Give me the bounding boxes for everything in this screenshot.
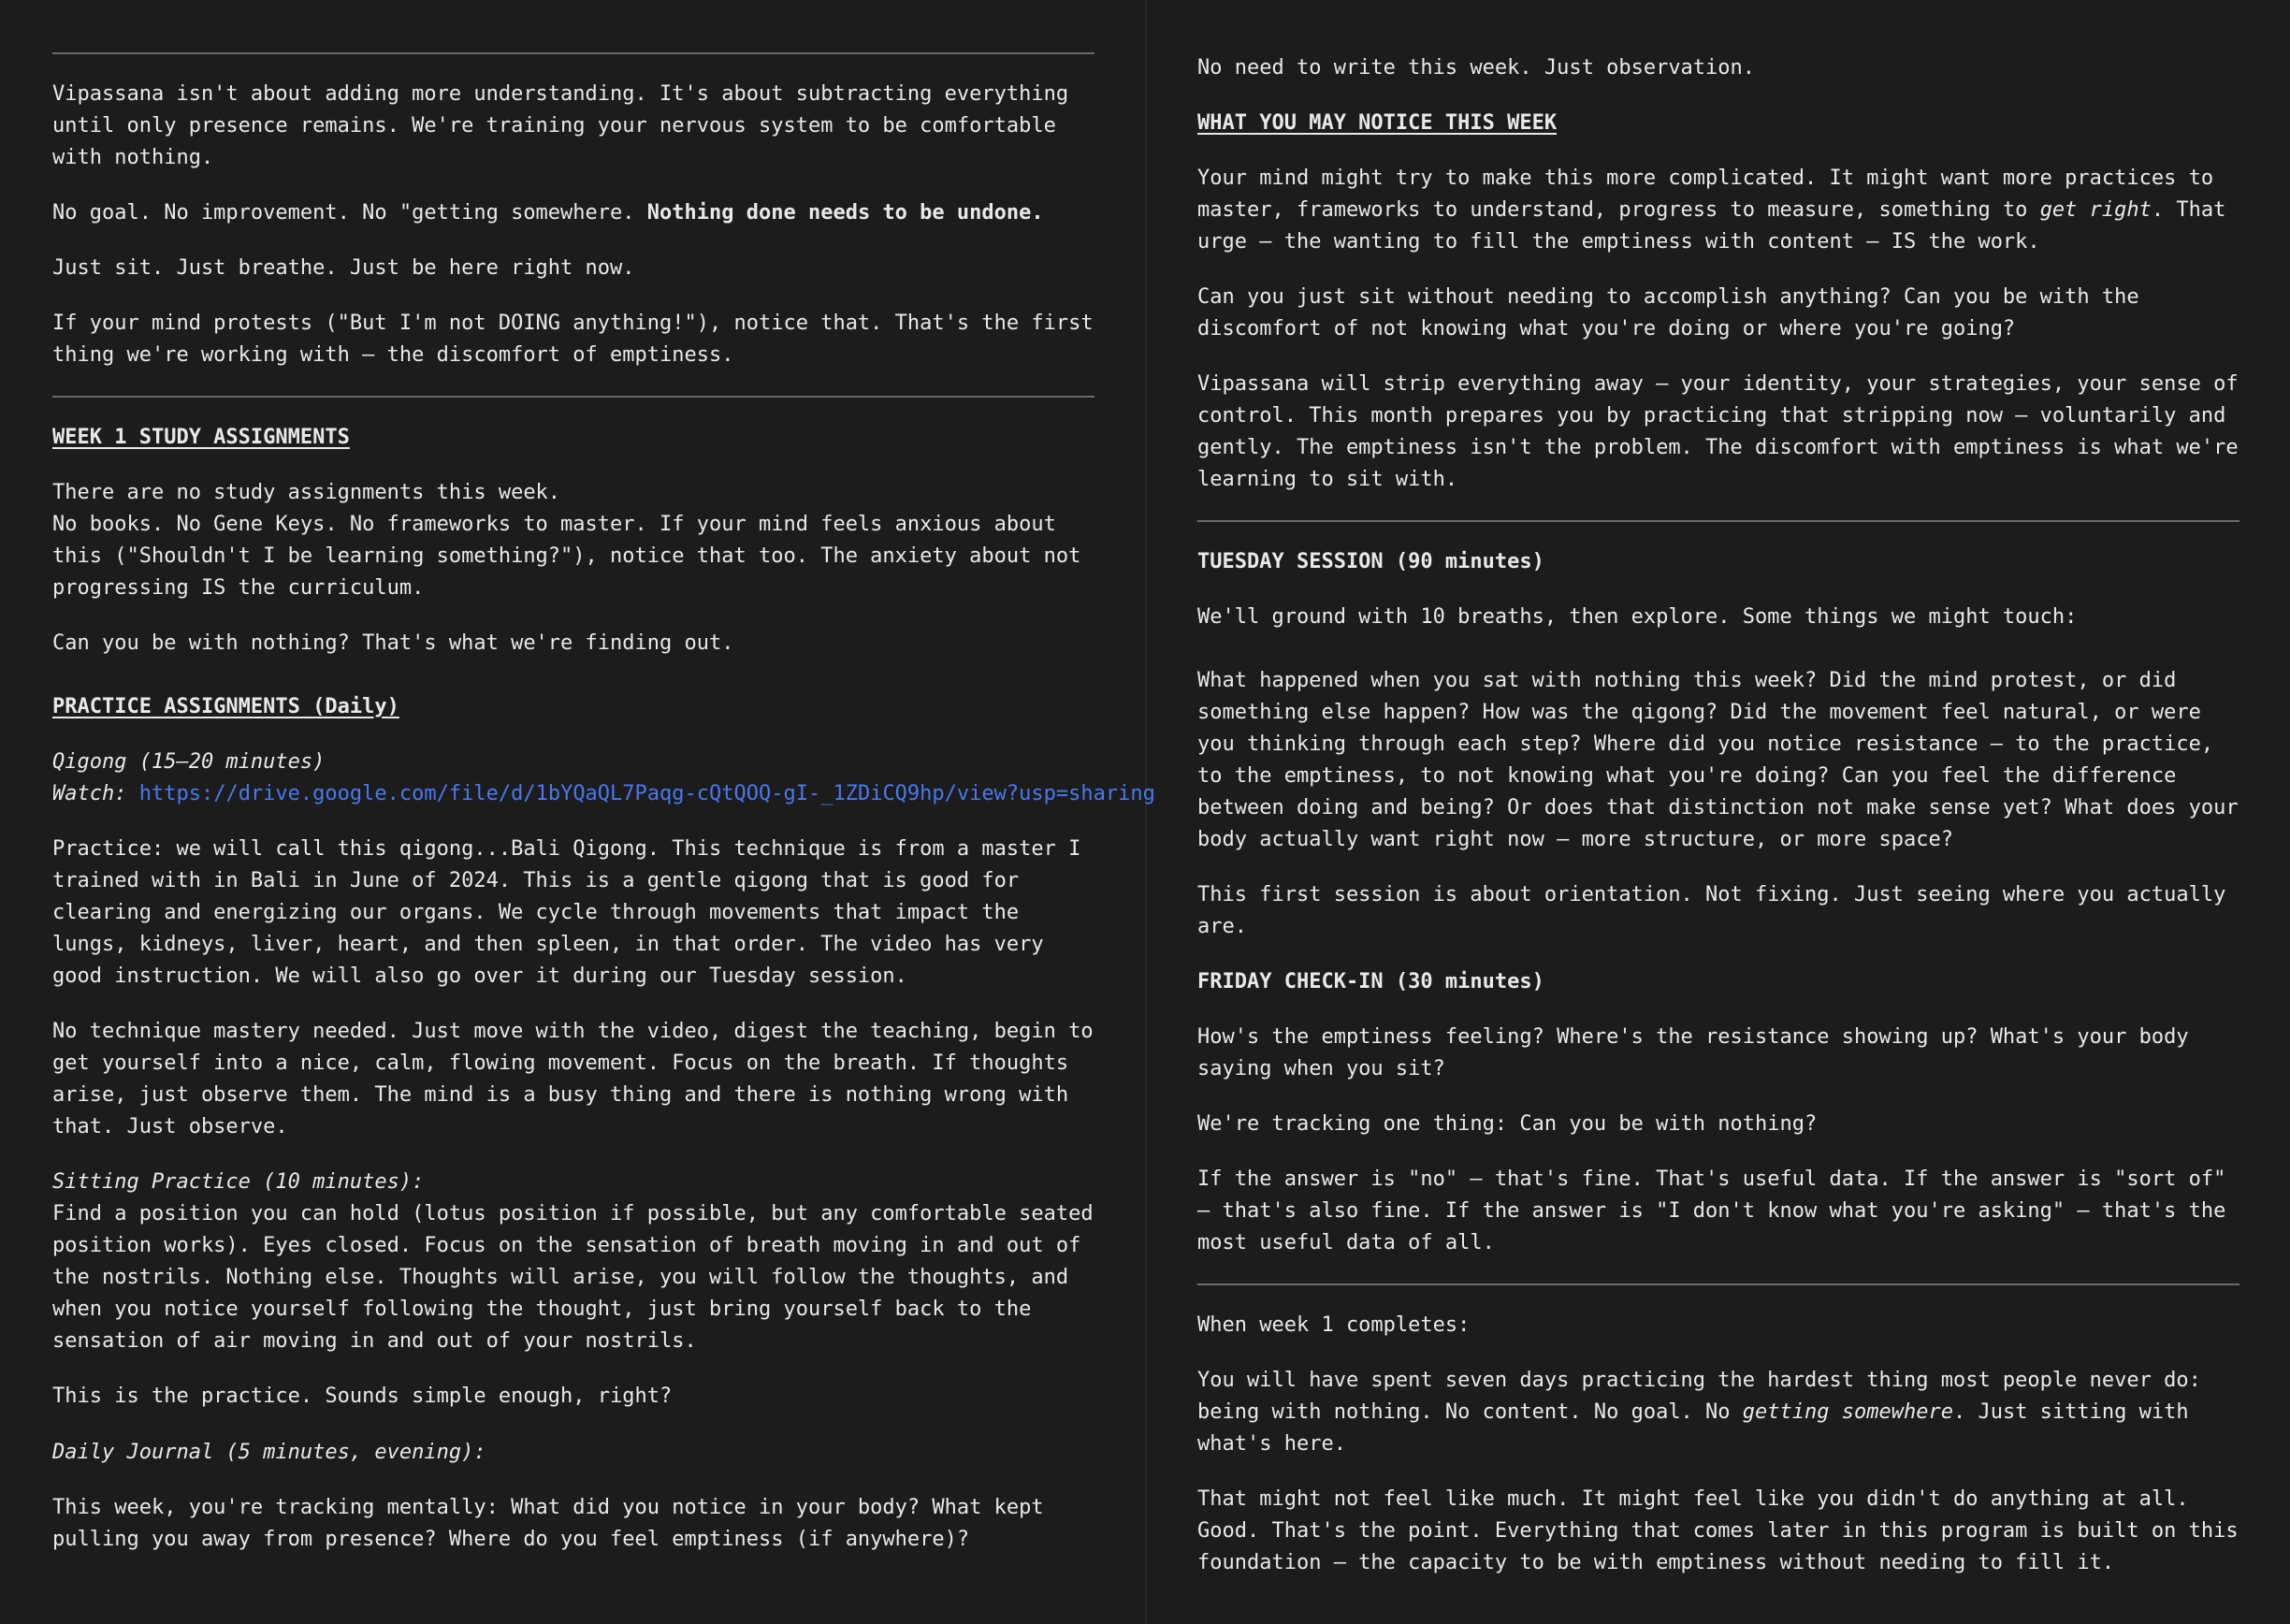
sitting-title: Sitting Practice (10 minutes): bbox=[52, 1170, 425, 1194]
watch-label: Watch: bbox=[52, 782, 127, 805]
bold-statement: Nothing done needs to be undone. bbox=[646, 201, 1044, 225]
intro-paragraph: If your mind protests ("But I'm not DOING anything!"), notice that. That's the first thing we're working with — the discomfort of emptiness. bbox=[52, 312, 1094, 367]
journal-paragraph: This week, you're tracking mentally: What did you notice in your body? What kept pulling you away from presence? Where do you feel emptiness (if anywhere)? bbox=[52, 1496, 1044, 1551]
intro-paragraph: Just sit. Just breathe. Just be here right now. bbox=[52, 256, 635, 280]
friday-paragraph: How's the emptiness feeling? Where's the resistance showing up? What's your body saying when you sit? bbox=[1197, 1025, 2189, 1080]
tuesday-paragraph: What happened when you sat with nothing this week? Did the mind protest, or did something else happen? How was the qigong? Did the movement feel natural, or were you thinking through each step? Where did you notice resistance — to the practice, to the emptiness, to not knowing what you're doing? Can you feel the difference between doing and being? Or does that distinction not make sense yet? What does your body actually want right now — more structure, or more space? bbox=[1197, 669, 2239, 851]
intro-paragraph: No goal. No improvement. No "getting somewhere. Nothing done needs to be undone. bbox=[52, 201, 1044, 225]
sitting-paragraph: This is the practice. Sounds simple enough, right? bbox=[52, 1385, 673, 1408]
tuesday-paragraph: We'll ground with 10 breaths, then explore. Some things we might touch: bbox=[1197, 605, 2078, 629]
divider bbox=[1197, 1283, 2239, 1285]
section-heading-study: WEEK 1 STUDY ASSIGNMENTS bbox=[52, 426, 350, 449]
tuesday-paragraph: This first session is about orientation. Not fixing. Just seeing where you actually are. bbox=[1197, 883, 2226, 938]
closing-paragraph: When week 1 completes: bbox=[1197, 1313, 1471, 1337]
section-heading-friday: FRIDAY CHECK-IN (30 minutes) bbox=[1197, 970, 1544, 993]
study-paragraph: Can you be with nothing? That's what we're finding out. bbox=[52, 631, 734, 655]
video-link[interactable]: https://drive.google.com/file/d/1bYQaQL7Paqg-cQtQOQ-gI-_1ZDiCQ9hp/view?usp=sharing bbox=[138, 782, 1155, 805]
page-gutter bbox=[1145, 0, 1147, 1624]
emphasis: get right bbox=[2039, 198, 2152, 222]
right-page bbox=[1197, 0, 2239, 1579]
emphasis: getting somewhere bbox=[1742, 1400, 1953, 1424]
section-heading-notice: WHAT YOU MAY NOTICE THIS WEEK bbox=[1197, 111, 1558, 135]
study-line: There are no study assignments this week. bbox=[52, 481, 561, 504]
divider bbox=[52, 52, 1094, 54]
divider bbox=[52, 396, 1094, 398]
left-page bbox=[52, 0, 1155, 1556]
divider bbox=[1197, 520, 2239, 522]
qigong-paragraph: No technique mastery needed. Just move with the video, digest the teaching, begin to get yourself into a nice, calm, flowing movement. Focus on the breath. If thoughts arise, just observe them. The mind is a busy thing and there is nothing wrong with that. Just observe. bbox=[52, 1020, 1094, 1138]
notice-paragraph: Your mind might try to make this more complicated. It might want more practices to master, frameworks to understand, progress to measure, something to get right. That urge — the wanting to fill the emptiness with content — IS the work. bbox=[1197, 167, 2226, 254]
qigong-title: Qigong (15–20 minutes) bbox=[52, 750, 326, 774]
closing-paragraph: That might not feel like much. It might feel like you didn't do anything at all. Good. That's the point. Everything that comes later in this program is built on this foundation — the capacity to be with emptiness without needing to fill it. bbox=[1197, 1487, 2239, 1574]
journal-title: Daily Journal (5 minutes, evening): bbox=[52, 1441, 486, 1464]
observation-note: No need to write this week. Just observation. bbox=[1197, 56, 1756, 80]
sitting-paragraph: Find a position you can hold (lotus position if possible, but any comfortable seated position works). Eyes closed. Focus on the sensation of breath moving in and out of the nostrils. Nothing else. Thoughts will arise, you will follow the thoughts, and when you notice yourself following the thought, just bring yourself back to the sensation of air moving in and out of your nostrils. bbox=[52, 1202, 1094, 1353]
intro-paragraph: Vipassana isn't about adding more understanding. It's about subtracting everything until only presence remains. We're training your nervous system to be comfortable with nothing. bbox=[52, 82, 1069, 169]
closing-paragraph: You will have spent seven days practicing the hardest thing most people never do: being with nothing. No content. No goal. No getting somewhere. Just sitting with what's here. bbox=[1197, 1369, 2201, 1456]
section-heading-tuesday: TUESDAY SESSION (90 minutes) bbox=[1197, 550, 1544, 573]
notice-paragraph: Can you just sit without needing to accomplish anything? Can you be with the discomfort of not knowing what you're doing or where you're going? bbox=[1197, 285, 2139, 341]
friday-paragraph: We're tracking one thing: Can you be with nothing? bbox=[1197, 1112, 1818, 1136]
study-line: No books. No Gene Keys. No frameworks to master. If your mind feels anxious about this ("Shouldn't I be learning something?"), notice that too. The anxiety about not progressing IS the curriculum. bbox=[52, 513, 1081, 600]
section-heading-practice: PRACTICE ASSIGNMENTS (Daily) bbox=[52, 695, 399, 718]
qigong-paragraph: Practice: we will call this qigong...Bali Qigong. This technique is from a master I trained with in Bali in June of 2024. This is a gentle qigong that is good for clearing and energizing our organs. We cycle through movements that impact the lungs, kidneys, liver, heart, and then spleen, in that order. The video has very good instruction. We will also go over it during our Tuesday session. bbox=[52, 837, 1081, 988]
watch-line bbox=[52, 778, 1155, 810]
notice-paragraph: Vipassana will strip everything away — your identity, your strategies, your sense of control. This month prepares you by practicing that stripping now — voluntarily and gently. The emptiness isn't the problem. The discomfort with emptiness is what we're learning to sit with. bbox=[1197, 372, 2239, 491]
friday-paragraph: If the answer is "no" — that's fine. That's useful data. If the answer is "sort of" — that's also fine. If the answer is "I don't know what you're asking" — that's the most useful data of all. bbox=[1197, 1167, 2226, 1254]
